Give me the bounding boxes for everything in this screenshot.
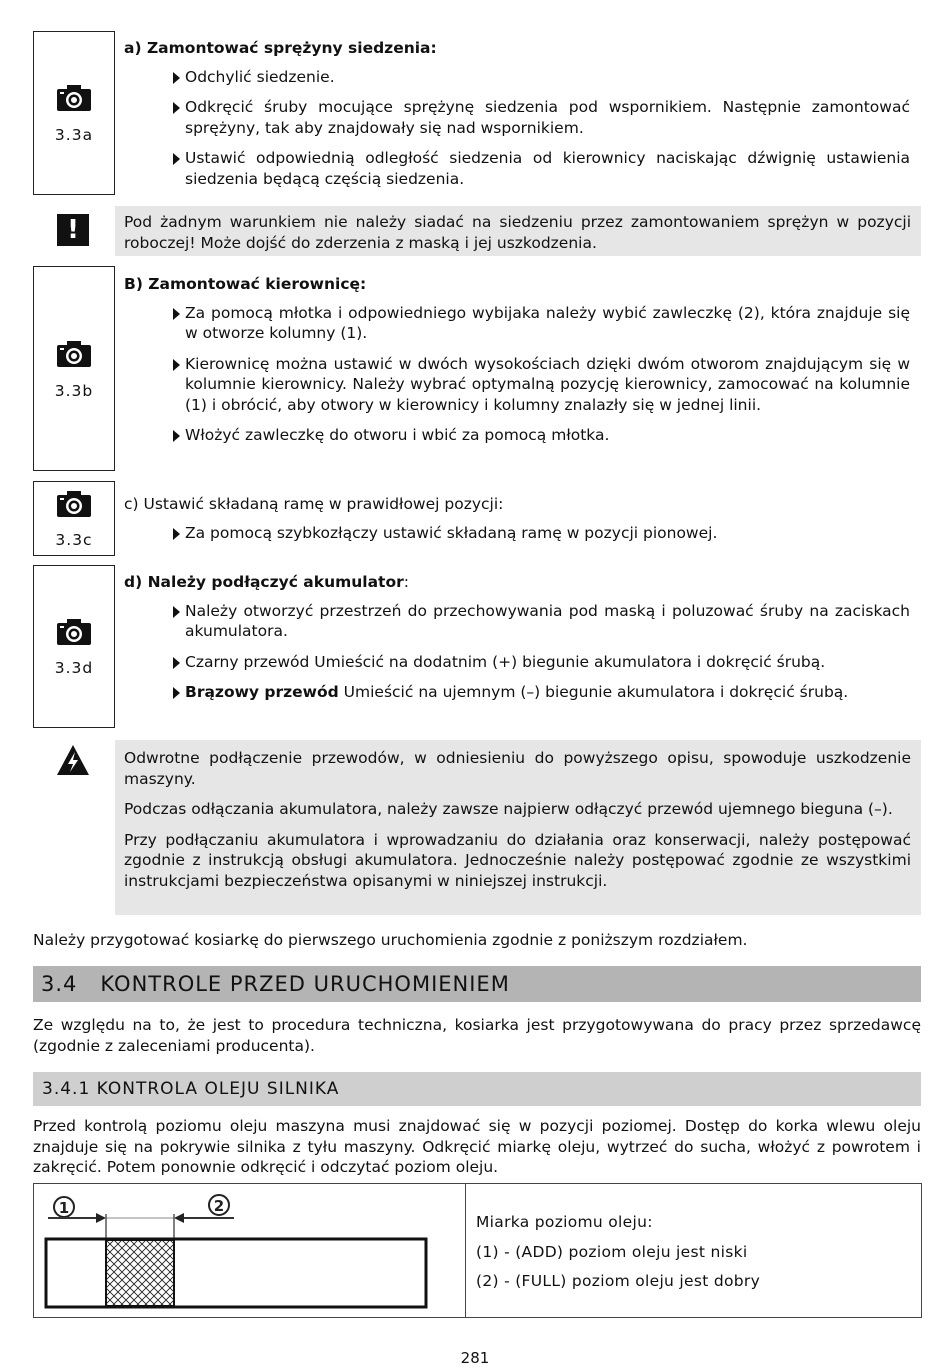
marker-1-label: 1 xyxy=(58,1199,70,1217)
oil-gauge-legend xyxy=(476,1212,916,1301)
oil-level-full: (2) - (FULL) poziom oleju jest dobry xyxy=(476,1272,761,1290)
oil-gauge-table xyxy=(33,1183,922,1318)
photo-ref-label: 3.3c xyxy=(55,531,93,549)
step-a-bullets xyxy=(124,67,910,190)
warning-text: Podczas odłączania akumulatora, należy zawsze najpierw odłączyć przewód ujemnego bieguna (–). xyxy=(124,800,893,818)
step-d-heading xyxy=(124,572,910,593)
page-number: 281 xyxy=(460,1349,490,1367)
high-voltage-icon xyxy=(56,744,90,776)
photo-ref-box-3-3c xyxy=(33,481,115,556)
photo-ref-label: 3.3b xyxy=(54,382,94,400)
list-item xyxy=(124,682,910,703)
step-c-bullets xyxy=(124,523,910,544)
step-a-heading: a) Zamontować sprężyny siedzenia: xyxy=(124,39,437,57)
warning-text: Odwrotne podłączenie przewodów, w odniesieniu do powyższego opisu, spowoduje uszkodzenie maszyny. xyxy=(124,749,911,788)
list-item: Za pomocą szybkozłączy ustawić składaną ramę w pozycji pionowej. xyxy=(124,523,910,544)
oil-gauge-caption: Miarka poziomu oleju: xyxy=(476,1213,653,1231)
step-d-heading-bold: d) Należy podłączyć akumulator xyxy=(124,573,404,591)
section-3-4-intro: Ze względu na to, że jest to procedura techniczna, kosiarka jest przygotowywana do pracy przez sprzedawcę (zgodnie z zaleceniami producenta). xyxy=(33,1016,921,1055)
list-item: Włożyć zawleczkę do otworu i wbić za pomocą młotka. xyxy=(124,425,910,446)
step-b-heading: B) Zamontować kierownicę: xyxy=(124,275,367,293)
camera-icon xyxy=(56,618,92,646)
list-item: Odchylić siedzenie. xyxy=(124,67,910,88)
section-3-4-1-text: Przed kontrolą poziomu oleju maszyna musi znajdować się w pozycji poziomej. Dostęp do korka wlewu oleju znajduje się na pokrywie silnika z tyłu maszyny. Odkręcić miarkę oleju, wytrzeć do sucha, włożyć z powrotem i zakręcić. Potem ponownie odkręcić i odczytać poziom oleju. xyxy=(33,1117,921,1176)
prep-note: Należy przygotować kosiarkę do pierwszego uruchomienia zgodnie z poniższym rozdziałem. xyxy=(33,931,748,949)
exclamation-icon: ! xyxy=(57,214,89,246)
camera-icon xyxy=(56,340,92,368)
warning-text: Pod żadnym warunkiem nie należy siadać na siedzeniu przez zamontowaniem sprężyn w pozycji roboczej! Może dojść do zderzenia z maską i jej uszkodzenia. xyxy=(124,213,911,252)
camera-icon xyxy=(56,490,92,518)
step-d-bullets xyxy=(124,601,910,703)
step-c-content xyxy=(124,494,910,553)
marker-2-label: 2 xyxy=(213,1197,225,1215)
photo-ref-box-3-3b xyxy=(33,266,115,471)
brown-wire-text: Umieścić na ujemnym (–) biegunie akumulatora i dokręcić śrubą. xyxy=(338,683,849,701)
step-b-bullets xyxy=(124,303,910,446)
photo-ref-label: 3.3a xyxy=(54,126,94,144)
list-item: Należy otworzyć przestrzeń do przechowywania pod maską i poluzować śruby na zaciskach akumulatora. xyxy=(124,601,910,642)
warning-box-battery xyxy=(115,740,921,915)
list-item: Czarny przewód Umieścić na dodatnim (+) biegunie akumulatora i dokręcić śrubą. xyxy=(124,652,910,673)
camera-icon xyxy=(56,84,92,112)
list-item: Kierownicę można ustawić w dwóch wysokościach dzięki dwóm otworom znajdującym się w kolumnie kierownicy. Należy wybrać optymalną pozycję kierownicy, zamocować na kolumnie (1) i obrócić, aby otwory w kierownicy i kolumny znalazły się w jednej linii. xyxy=(124,354,910,416)
step-a-content xyxy=(124,38,910,199)
brown-wire-label: Brązowy przewód xyxy=(185,683,339,701)
section-heading-3-4: 3.4 KONTROLE PRZED URUCHOMIENIEM xyxy=(33,966,921,1002)
oil-dipstick-diagram xyxy=(34,1184,466,1317)
warning-text: Przy podłączaniu akumulatora i wprowadzaniu do działania oraz konserwacji, należy postępować zgodnie z instrukcją obsługi akumulatora. Jednocześnie należy postępować zgodnie ze wszystkimi instrukcjami bezpieczeństwa opisanymi w niniejszej instrukcji. xyxy=(124,830,911,890)
dipstick-illustration xyxy=(34,1184,464,1317)
warning-box-seat xyxy=(115,206,921,256)
step-c-heading: c) Ustawić składaną ramę w prawidłowej pozycji: xyxy=(124,495,504,513)
step-b-content xyxy=(124,274,910,456)
list-item: Ustawić odpowiednią odległość siedzenia od kierownicy naciskając dźwignię ustawienia siedzenia będącą częścią siedzenia. xyxy=(124,148,910,189)
photo-ref-box-3-3a xyxy=(33,31,115,195)
section-heading-3-4-1: 3.4.1 KONTROLA OLEJU SILNIKA xyxy=(33,1072,921,1106)
step-d-content xyxy=(124,572,910,713)
photo-ref-label: 3.3d xyxy=(54,659,94,677)
list-item: Za pomocą młotka i odpowiedniego wybijaka należy wybić zawleczkę (2), która znajduje się w otworze kolumny (1). xyxy=(124,303,910,344)
photo-ref-box-3-3d xyxy=(33,565,115,728)
step-d-heading-rest: : xyxy=(403,573,409,591)
list-item: Odkręcić śruby mocujące sprężynę siedzenia pod wspornikiem. Następnie zamontować sprężyny, tak aby znajdowały się nad wspornikiem. xyxy=(124,97,910,138)
oil-level-low: (1) - (ADD) poziom oleju jest niski xyxy=(476,1242,748,1261)
